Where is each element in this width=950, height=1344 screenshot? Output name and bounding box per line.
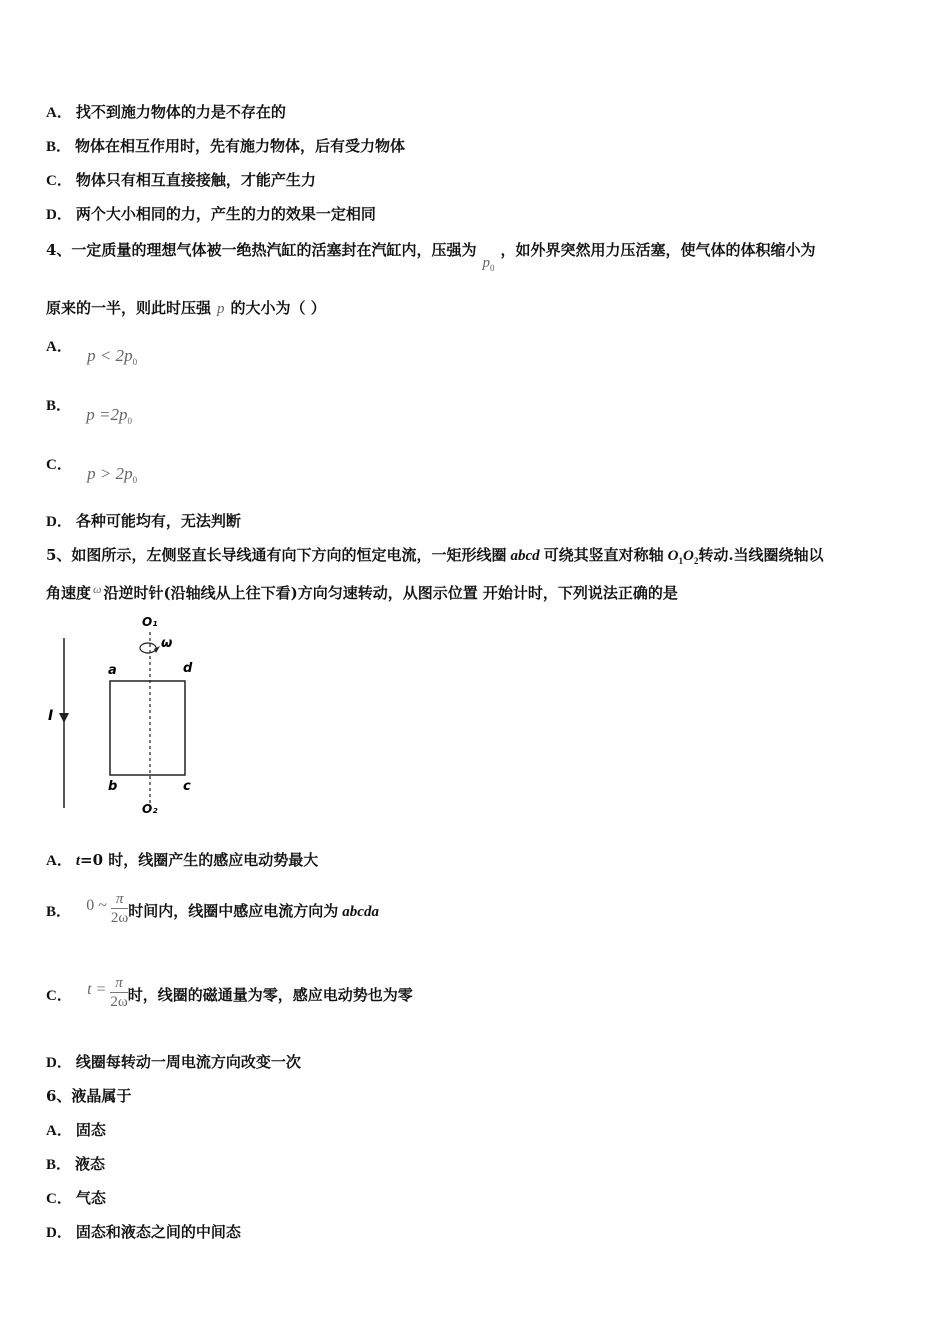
axis-top-label: O₁	[142, 615, 158, 629]
q4-option-b: B． $p =2p_0$	[46, 398, 132, 426]
q3-option-a: A． 找不到施力物体的力是不存在的	[46, 103, 286, 121]
q5-figure	[40, 610, 220, 825]
q6-option-c: C． 气态	[46, 1189, 106, 1207]
corner-b-label: b	[108, 779, 118, 794]
q3-option-b: B． 物体在相互作用时，先有施力物体，后有受力物体	[46, 137, 406, 155]
q6-option-d: D． 固态和液态之间的中间态	[46, 1223, 241, 1241]
axis-bottom-label: O₂	[142, 802, 158, 816]
rotation-arrowhead-icon	[154, 646, 160, 653]
rotation-arrow-icon	[140, 643, 156, 653]
corner-d-label: d	[183, 661, 193, 676]
corner-a-label: a	[108, 663, 117, 678]
omega-label: ω	[161, 636, 173, 651]
q4-p0-symbol: $p_0$	[482, 255, 495, 273]
q5-omega-symbol: ω	[93, 582, 102, 596]
q5-stem-line2: 角速度 $^\omega$ 沿逆时针(沿轴线从上往下看)方向匀速转动，从图示位置 开始计时，下列说法正确的是	[46, 582, 678, 602]
q5-option-d: D． 线圈每转动一周电流方向改变一次	[46, 1053, 301, 1071]
q4-option-c-formula: $p > 2p_0$	[87, 464, 138, 485]
corner-c-label: c	[183, 779, 191, 794]
q6-option-a: A． 固态	[46, 1121, 106, 1139]
q4-option-a: A． $p < 2p_0$	[46, 339, 138, 367]
q5-stem-line1: 5、如图所示，左侧竖直长导线通有向下方向的恒定电流，一矩形线圈 abcd 可绕其竖直对称轴 $O_1O_2$转动.当线圈绕轴以	[46, 546, 824, 566]
q5-option-b-fraction: $\frac{\pi}{2\omega}$	[110, 890, 129, 926]
q6-option-b: B． 液态	[46, 1155, 106, 1173]
q5-option-c: C． t = $\frac{\pi}{2\omega}$ 时，线圈的磁通量为零，感应电动势也为零	[46, 974, 413, 1010]
q5-option-c-fraction: $\frac{\pi}{2\omega}$	[110, 974, 128, 1010]
coil-rect	[110, 681, 185, 775]
q5-option-b-prefix: 0 ~	[86, 897, 111, 914]
current-arrow-icon	[59, 713, 69, 723]
q3-option-d: D． 两个大小相同的力，产生的力的效果一定相同	[46, 205, 376, 223]
q5-coil-name: abcd	[510, 548, 540, 564]
q5-option-b: B． 0 ~ $\frac{\pi}{2\omega}$ 时间内，线圈中感应电流方向为 abcda	[46, 890, 379, 926]
q4-option-c: C． $p > 2p_0$	[46, 457, 138, 485]
q5-option-a: A． t=0 时，线圈产生的感应电动势最大	[46, 851, 319, 869]
q4-option-b-formula: $p =2p_0$	[86, 405, 132, 426]
q4-p-symbol: p	[217, 301, 225, 317]
q4-stem-line2: 原来的一半，则此时压强 p 的大小为（ ）	[46, 299, 326, 317]
q4-option-a-formula: $p < 2p_0$	[87, 346, 138, 367]
q5-axis-label: $O_1O_2$	[667, 548, 699, 566]
current-label: I	[48, 708, 54, 724]
q3-option-c: C． 物体只有相互直接接触，才能产生力	[46, 171, 316, 189]
q4-stem-line1: 4、一定质量的理想气体被一绝热汽缸的活塞封在汽缸内，压强为$p_0$，如外界突然用力压活塞，使气体的体积缩小为	[46, 241, 816, 273]
q5-option-c-prefix: t =	[87, 981, 111, 998]
q4-option-d: D． 各种可能均有，无法判断	[46, 512, 241, 530]
q6-stem: 6、液晶属于	[46, 1087, 132, 1105]
